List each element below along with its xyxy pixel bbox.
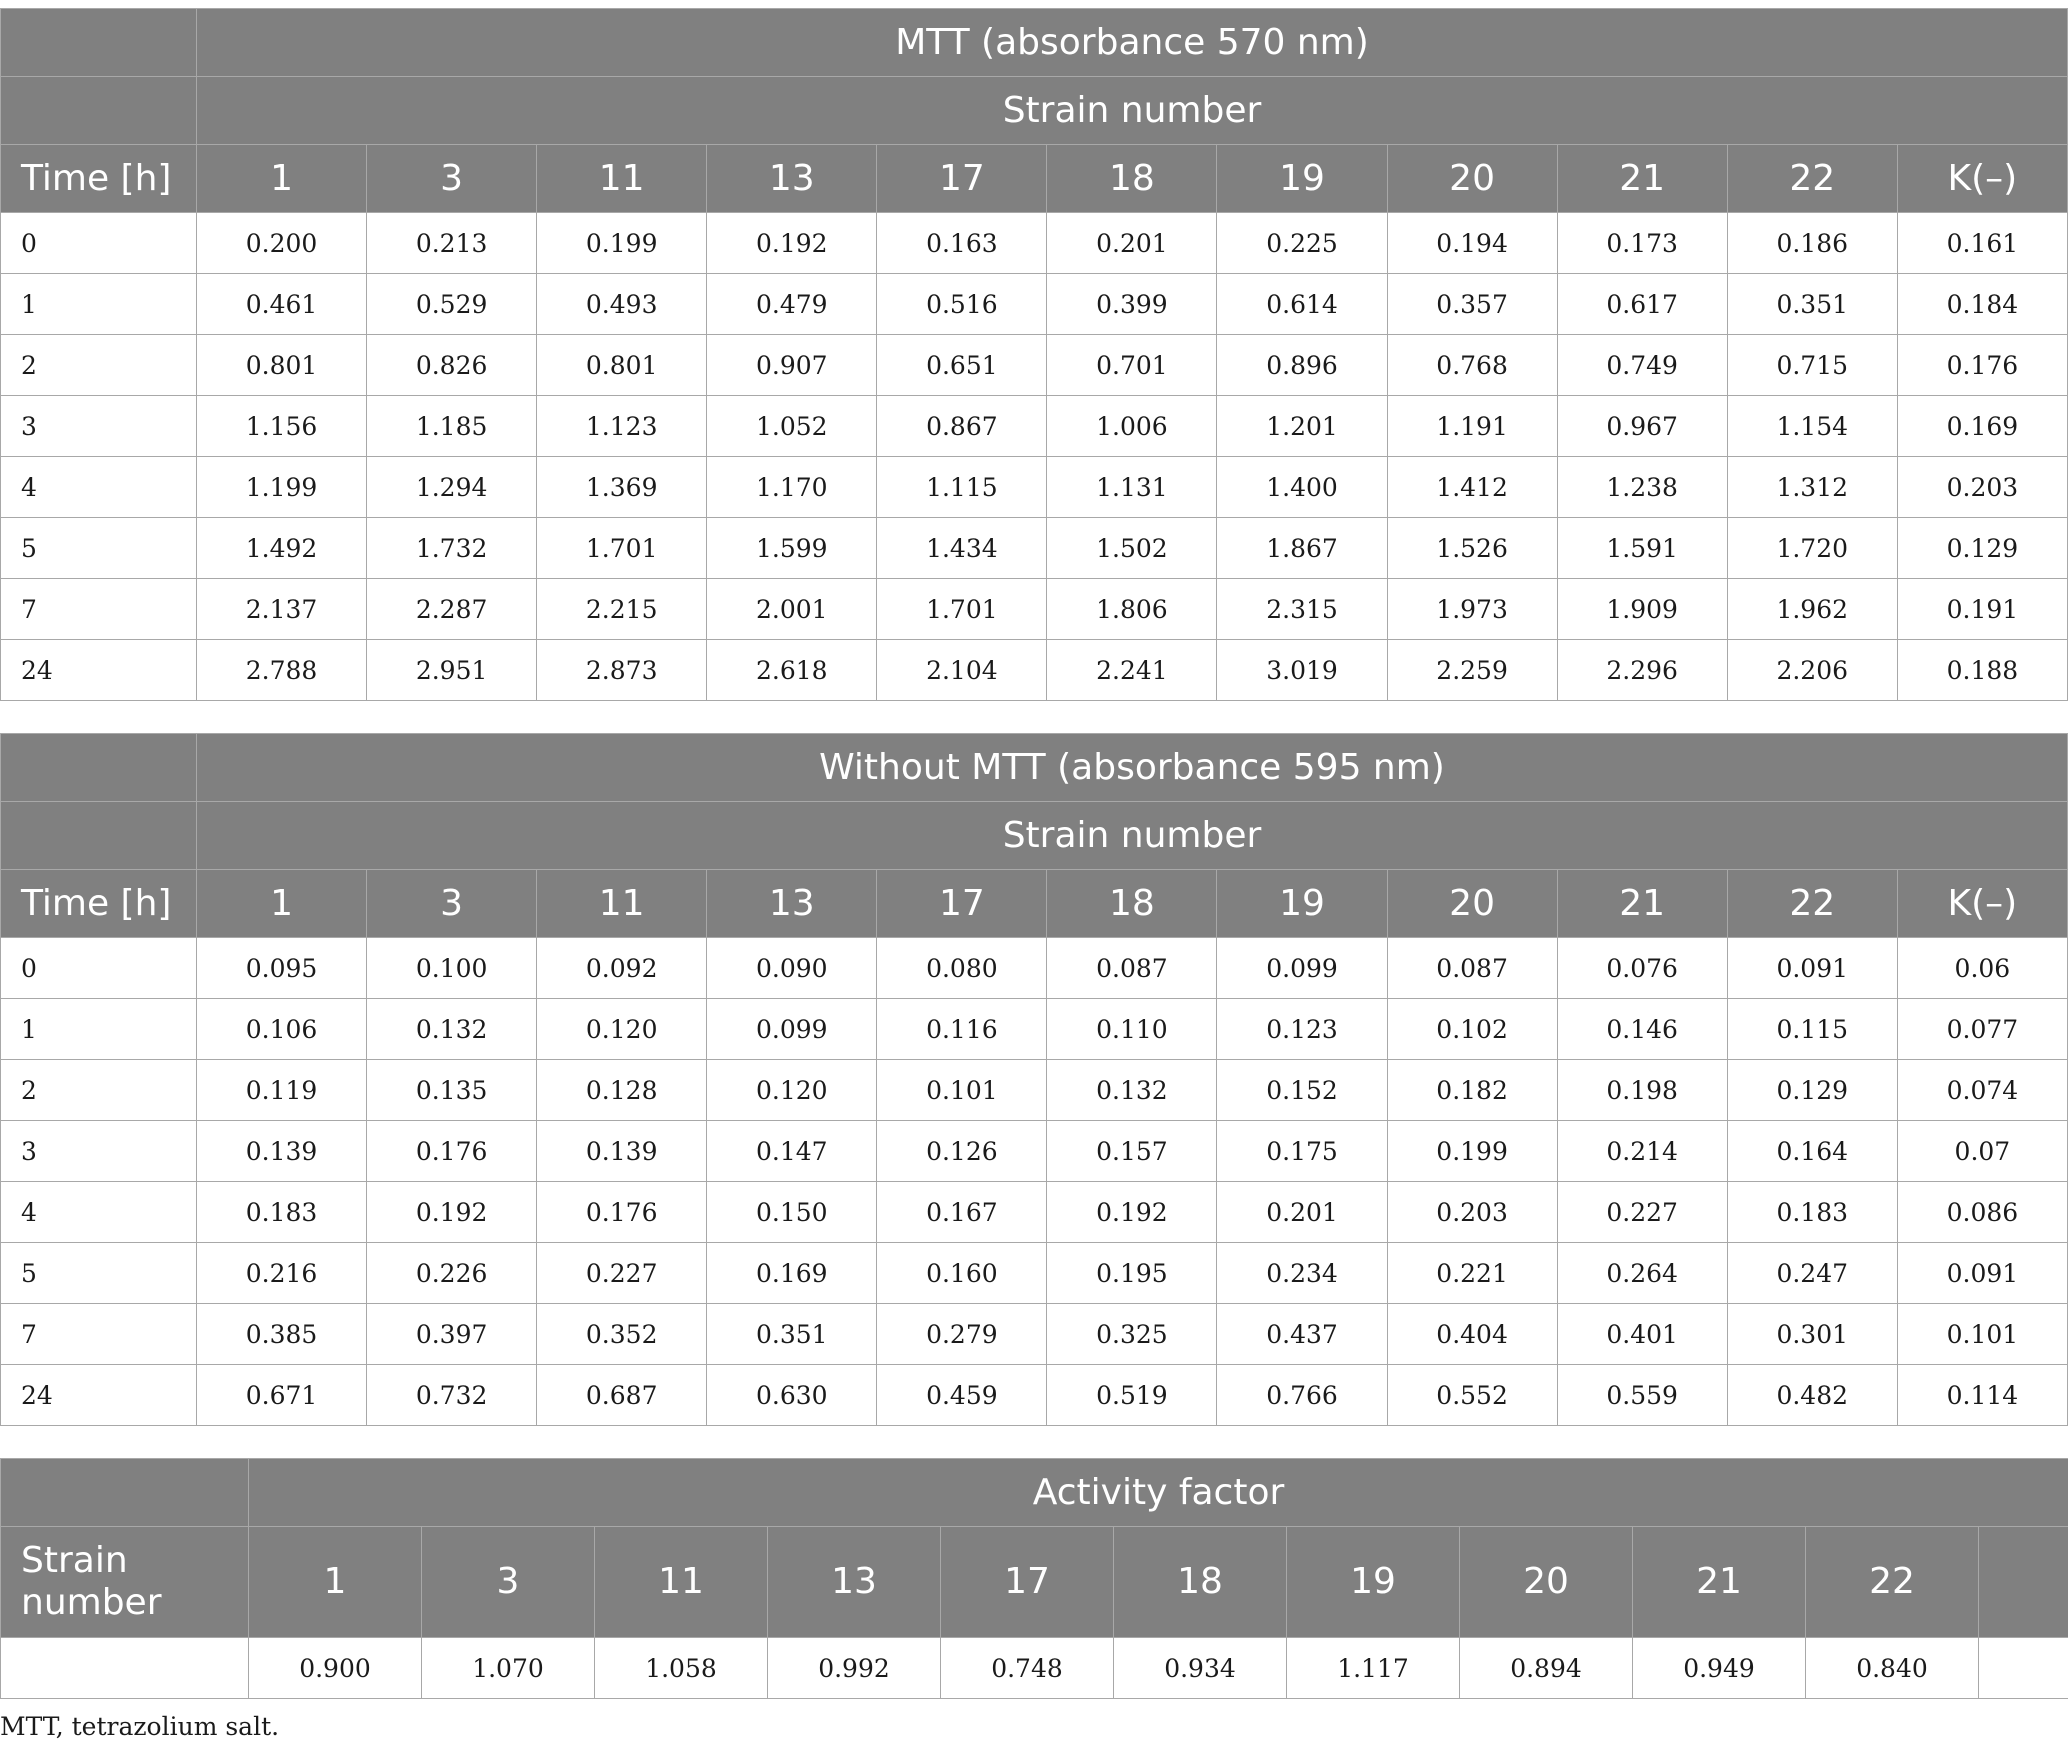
value-cell: 1.867 bbox=[1217, 518, 1387, 579]
value-cell: 0.169 bbox=[1897, 396, 2067, 457]
value-cell: 0.482 bbox=[1727, 1365, 1897, 1426]
time-cell: 4 bbox=[1, 457, 197, 518]
value-cell: 2.788 bbox=[197, 640, 367, 701]
value-cell: 0.399 bbox=[1047, 274, 1217, 335]
value-cell: 1.701 bbox=[537, 518, 707, 579]
value-cell: 1.312 bbox=[1727, 457, 1897, 518]
value-cell: 0.768 bbox=[1387, 335, 1557, 396]
value-cell: 0.183 bbox=[197, 1182, 367, 1243]
value-cell: 0.199 bbox=[1387, 1121, 1557, 1182]
value-cell: 0.120 bbox=[707, 1060, 877, 1121]
value-cell: 0.152 bbox=[1217, 1060, 1387, 1121]
table-body bbox=[1, 938, 2068, 1426]
value-cell: 1.909 bbox=[1557, 579, 1727, 640]
value-cell: 0.182 bbox=[1387, 1060, 1557, 1121]
value-cell: 0.077 bbox=[1897, 999, 2067, 1060]
value-cell: 0.201 bbox=[1047, 213, 1217, 274]
column-header: 17 bbox=[877, 870, 1047, 938]
value-cell: 0.129 bbox=[1897, 518, 2067, 579]
value-cell: 2.951 bbox=[367, 640, 537, 701]
value-cell: 0.352 bbox=[537, 1304, 707, 1365]
value-cell: 0.614 bbox=[1217, 274, 1387, 335]
column-header: 18 bbox=[1114, 1527, 1287, 1638]
table-footnote: MTT, tetrazolium salt. bbox=[0, 1712, 280, 1741]
activity-table bbox=[0, 1458, 2068, 1699]
column-header-row bbox=[1, 1527, 2068, 1638]
value-cell: 1.412 bbox=[1387, 457, 1557, 518]
column-header: 18 bbox=[1047, 870, 1217, 938]
table-row bbox=[1, 1182, 2068, 1243]
value-cell: 0.188 bbox=[1897, 640, 2067, 701]
table-row bbox=[1, 999, 2068, 1060]
column-header: 11 bbox=[537, 145, 707, 213]
value-cell: 1.732 bbox=[367, 518, 537, 579]
table-row bbox=[1, 1638, 2068, 1699]
time-cell: 7 bbox=[1, 1304, 197, 1365]
value-cell: 1.591 bbox=[1557, 518, 1727, 579]
value-cell: 1.006 bbox=[1047, 396, 1217, 457]
value-cell: 0.867 bbox=[877, 396, 1047, 457]
value-cell: 2.001 bbox=[707, 579, 877, 640]
value-cell: 0.687 bbox=[537, 1365, 707, 1426]
value-cell: 0.559 bbox=[1557, 1365, 1727, 1426]
value-cell: 0.163 bbox=[877, 213, 1047, 274]
value-cell: 0.115 bbox=[1727, 999, 1897, 1060]
value-cell: 1.131 bbox=[1047, 457, 1217, 518]
value-cell: 0.630 bbox=[707, 1365, 877, 1426]
value-cell: 0.101 bbox=[1897, 1304, 2067, 1365]
table-row bbox=[1, 457, 2068, 518]
value-cell: 0.090 bbox=[707, 938, 877, 999]
table-row bbox=[1, 1060, 2068, 1121]
value-cell: 1.170 bbox=[707, 457, 877, 518]
value-cell: 1.434 bbox=[877, 518, 1047, 579]
value-cell: 1.294 bbox=[367, 457, 537, 518]
value-cell: 0.227 bbox=[537, 1243, 707, 1304]
empty-header bbox=[1979, 1527, 2068, 1638]
value-cell: 0.247 bbox=[1727, 1243, 1897, 1304]
column-header: 22 bbox=[1806, 1527, 1979, 1638]
table-row bbox=[1, 1304, 2068, 1365]
value-cell: 1.201 bbox=[1217, 396, 1387, 457]
row-header-label: Time [h] bbox=[1, 145, 197, 213]
table-row bbox=[1, 1121, 2068, 1182]
value-cell: 0.074 bbox=[1897, 1060, 2067, 1121]
column-header: 22 bbox=[1727, 870, 1897, 938]
time-cell: 5 bbox=[1, 518, 197, 579]
value-cell: 0.907 bbox=[707, 335, 877, 396]
value-cell: 1.070 bbox=[422, 1638, 595, 1699]
time-cell: 1 bbox=[1, 999, 197, 1060]
value-cell: 1.191 bbox=[1387, 396, 1557, 457]
value-cell: 1.369 bbox=[537, 457, 707, 518]
table-title: MTT (absorbance 570 nm) bbox=[197, 9, 2068, 77]
value-cell: 2.241 bbox=[1047, 640, 1217, 701]
value-cell: 0.080 bbox=[877, 938, 1047, 999]
value-cell: 0.191 bbox=[1897, 579, 2067, 640]
value-cell: 0.116 bbox=[877, 999, 1047, 1060]
value-cell: 1.720 bbox=[1727, 518, 1897, 579]
value-cell: 1.599 bbox=[707, 518, 877, 579]
column-header: K(–) bbox=[1897, 145, 2067, 213]
value-cell: 0.826 bbox=[367, 335, 537, 396]
table-row bbox=[1, 396, 2068, 457]
value-cell: 0.076 bbox=[1557, 938, 1727, 999]
value-cell: 1.199 bbox=[197, 457, 367, 518]
value-cell: 0.192 bbox=[1047, 1182, 1217, 1243]
value-cell: 0.199 bbox=[537, 213, 707, 274]
value-cell: 0.139 bbox=[197, 1121, 367, 1182]
value-cell: 0.732 bbox=[367, 1365, 537, 1426]
time-cell: 24 bbox=[1, 1365, 197, 1426]
time-cell: 1 bbox=[1, 274, 197, 335]
time-cell: 5 bbox=[1, 1243, 197, 1304]
value-cell: 0.135 bbox=[367, 1060, 537, 1121]
column-header: 20 bbox=[1387, 870, 1557, 938]
value-cell: 0.766 bbox=[1217, 1365, 1387, 1426]
column-header: 11 bbox=[537, 870, 707, 938]
value-cell: 0.357 bbox=[1387, 274, 1557, 335]
column-header: 19 bbox=[1217, 870, 1387, 938]
value-cell: 0.167 bbox=[877, 1182, 1047, 1243]
value-cell: 0.100 bbox=[367, 938, 537, 999]
value-cell: 1.701 bbox=[877, 579, 1047, 640]
value-cell: 0.216 bbox=[197, 1243, 367, 1304]
value-cell: 2.259 bbox=[1387, 640, 1557, 701]
column-header: 20 bbox=[1460, 1527, 1633, 1638]
value-cell: 2.873 bbox=[537, 640, 707, 701]
table-row bbox=[1, 518, 2068, 579]
value-cell: 0.06 bbox=[1897, 938, 2067, 999]
value-cell: 0.120 bbox=[537, 999, 707, 1060]
time-cell: 0 bbox=[1, 213, 197, 274]
value-cell: 0.401 bbox=[1557, 1304, 1727, 1365]
column-header-row bbox=[1, 870, 2068, 938]
column-header: 11 bbox=[595, 1527, 768, 1638]
time-cell: 0 bbox=[1, 938, 197, 999]
corner-cell bbox=[1, 9, 197, 77]
value-cell: 1.156 bbox=[197, 396, 367, 457]
value-cell: 0.840 bbox=[1806, 1638, 1979, 1699]
value-cell: 2.215 bbox=[537, 579, 707, 640]
value-cell: 0.234 bbox=[1217, 1243, 1387, 1304]
value-cell: 0.516 bbox=[877, 274, 1047, 335]
corner-cell bbox=[1, 1459, 249, 1527]
value-cell: 0.184 bbox=[1897, 274, 2067, 335]
row-label-cell bbox=[1, 1638, 249, 1699]
value-cell: 0.213 bbox=[367, 213, 537, 274]
value-cell: 0.106 bbox=[197, 999, 367, 1060]
value-cell: 0.896 bbox=[1217, 335, 1387, 396]
value-cell: 0.801 bbox=[537, 335, 707, 396]
value-cell: 0.351 bbox=[1727, 274, 1897, 335]
value-cell: 0.119 bbox=[197, 1060, 367, 1121]
column-header: 3 bbox=[367, 145, 537, 213]
value-cell: 0.221 bbox=[1387, 1243, 1557, 1304]
column-header: 18 bbox=[1047, 145, 1217, 213]
value-cell: 0.226 bbox=[367, 1243, 537, 1304]
table-subtitle: Strain number bbox=[197, 77, 2068, 145]
column-header: 1 bbox=[197, 145, 367, 213]
value-cell: 1.058 bbox=[595, 1638, 768, 1699]
value-cell: 0.203 bbox=[1387, 1182, 1557, 1243]
value-cell: 0.479 bbox=[707, 274, 877, 335]
value-cell: 0.279 bbox=[877, 1304, 1047, 1365]
value-cell: 0.461 bbox=[197, 274, 367, 335]
mtt-table bbox=[0, 8, 2068, 701]
value-cell: 2.296 bbox=[1557, 640, 1727, 701]
value-cell: 0.397 bbox=[367, 1304, 537, 1365]
value-cell: 0.176 bbox=[367, 1121, 537, 1182]
value-cell: 0.748 bbox=[941, 1638, 1114, 1699]
value-cell: 0.095 bbox=[197, 938, 367, 999]
value-cell: 2.287 bbox=[367, 579, 537, 640]
value-cell: 0.101 bbox=[877, 1060, 1047, 1121]
row-header-label: Time [h] bbox=[1, 870, 197, 938]
value-cell: 1.117 bbox=[1287, 1638, 1460, 1699]
value-cell: 3.019 bbox=[1217, 640, 1387, 701]
column-header: 19 bbox=[1287, 1527, 1460, 1638]
value-cell: 0.894 bbox=[1460, 1638, 1633, 1699]
column-header: 19 bbox=[1217, 145, 1387, 213]
value-cell: 2.137 bbox=[197, 579, 367, 640]
value-cell: 0.092 bbox=[537, 938, 707, 999]
value-cell: 1.492 bbox=[197, 518, 367, 579]
value-cell: 1.526 bbox=[1387, 518, 1557, 579]
value-cell: 0.301 bbox=[1727, 1304, 1897, 1365]
value-cell: 0.175 bbox=[1217, 1121, 1387, 1182]
value-cell: 0.147 bbox=[707, 1121, 877, 1182]
table-row bbox=[1, 938, 2068, 999]
value-cell: 0.129 bbox=[1727, 1060, 1897, 1121]
value-cell: 0.086 bbox=[1897, 1182, 2067, 1243]
table-row bbox=[1, 213, 2068, 274]
value-cell: 0.157 bbox=[1047, 1121, 1217, 1182]
value-cell: 0.132 bbox=[367, 999, 537, 1060]
value-cell: 0.139 bbox=[537, 1121, 707, 1182]
value-cell: 0.123 bbox=[1217, 999, 1387, 1060]
value-cell: 0.617 bbox=[1557, 274, 1727, 335]
time-cell: 3 bbox=[1, 396, 197, 457]
value-cell: 0.227 bbox=[1557, 1182, 1727, 1243]
value-cell: 1.502 bbox=[1047, 518, 1217, 579]
value-cell: 2.618 bbox=[707, 640, 877, 701]
time-cell: 2 bbox=[1, 335, 197, 396]
value-cell: 1.238 bbox=[1557, 457, 1727, 518]
value-cell: 0.087 bbox=[1047, 938, 1217, 999]
column-header: 22 bbox=[1727, 145, 1897, 213]
time-cell: 3 bbox=[1, 1121, 197, 1182]
row-header-label: Strain number bbox=[1, 1527, 249, 1638]
value-cell: 0.192 bbox=[707, 213, 877, 274]
column-header: 17 bbox=[941, 1527, 1114, 1638]
value-cell: 0.225 bbox=[1217, 213, 1387, 274]
table-row bbox=[1, 335, 2068, 396]
value-cell: 0.07 bbox=[1897, 1121, 2067, 1182]
value-cell: 0.552 bbox=[1387, 1365, 1557, 1426]
value-cell: 0.091 bbox=[1897, 1243, 2067, 1304]
value-cell: 1.962 bbox=[1727, 579, 1897, 640]
column-header: 1 bbox=[197, 870, 367, 938]
table-body bbox=[1, 213, 2068, 701]
table-title: Activity factor bbox=[249, 1459, 2068, 1527]
value-cell: 1.123 bbox=[537, 396, 707, 457]
column-header: 13 bbox=[707, 870, 877, 938]
value-cell: 0.459 bbox=[877, 1365, 1047, 1426]
value-cell: 0.900 bbox=[249, 1638, 422, 1699]
value-cell: 0.801 bbox=[197, 335, 367, 396]
value-cell: 0.198 bbox=[1557, 1060, 1727, 1121]
value-cell: 1.154 bbox=[1727, 396, 1897, 457]
value-cell: 0.169 bbox=[707, 1243, 877, 1304]
value-cell: 0.671 bbox=[197, 1365, 367, 1426]
table-title: Without MTT (absorbance 595 nm) bbox=[197, 734, 2068, 802]
value-cell: 0.404 bbox=[1387, 1304, 1557, 1365]
value-cell: 0.161 bbox=[1897, 213, 2067, 274]
column-header: 21 bbox=[1557, 870, 1727, 938]
value-cell: 0.176 bbox=[537, 1182, 707, 1243]
table-subtitle: Strain number bbox=[197, 802, 2068, 870]
column-header: 17 bbox=[877, 145, 1047, 213]
value-cell: 0.132 bbox=[1047, 1060, 1217, 1121]
column-header-row bbox=[1, 145, 2068, 213]
value-cell: 1.185 bbox=[367, 396, 537, 457]
value-cell: 0.992 bbox=[768, 1638, 941, 1699]
column-header: 20 bbox=[1387, 145, 1557, 213]
value-cell: 0.203 bbox=[1897, 457, 2067, 518]
corner-cell bbox=[1, 77, 197, 145]
value-cell: 0.102 bbox=[1387, 999, 1557, 1060]
value-cell: 0.087 bbox=[1387, 938, 1557, 999]
column-header: 13 bbox=[707, 145, 877, 213]
time-cell: 4 bbox=[1, 1182, 197, 1243]
value-cell: 2.104 bbox=[877, 640, 1047, 701]
value-cell: 0.110 bbox=[1047, 999, 1217, 1060]
value-cell: 0.437 bbox=[1217, 1304, 1387, 1365]
value-cell: 0.160 bbox=[877, 1243, 1047, 1304]
value-cell: 0.194 bbox=[1387, 213, 1557, 274]
value-cell: 0.385 bbox=[197, 1304, 367, 1365]
value-cell: 0.164 bbox=[1727, 1121, 1897, 1182]
value-cell: 2.206 bbox=[1727, 640, 1897, 701]
value-cell: 0.949 bbox=[1633, 1638, 1806, 1699]
value-cell: 0.493 bbox=[537, 274, 707, 335]
value-cell: 1.973 bbox=[1387, 579, 1557, 640]
value-cell: 0.183 bbox=[1727, 1182, 1897, 1243]
value-cell: 0.651 bbox=[877, 335, 1047, 396]
table-row bbox=[1, 1365, 2068, 1426]
value-cell: 0.519 bbox=[1047, 1365, 1217, 1426]
corner-cell bbox=[1, 802, 197, 870]
value-cell: 0.351 bbox=[707, 1304, 877, 1365]
value-cell: 0.173 bbox=[1557, 213, 1727, 274]
time-cell: 7 bbox=[1, 579, 197, 640]
value-cell: 1.806 bbox=[1047, 579, 1217, 640]
value-cell: 2.315 bbox=[1217, 579, 1387, 640]
value-cell: 0.749 bbox=[1557, 335, 1727, 396]
value-cell: 0.186 bbox=[1727, 213, 1897, 274]
value-cell: 0.934 bbox=[1114, 1638, 1287, 1699]
column-header: 1 bbox=[249, 1527, 422, 1638]
value-cell: 0.325 bbox=[1047, 1304, 1217, 1365]
column-header: 3 bbox=[422, 1527, 595, 1638]
column-header: K(–) bbox=[1897, 870, 2067, 938]
table-row bbox=[1, 640, 2068, 701]
value-cell: 0.200 bbox=[197, 213, 367, 274]
value-cell: 0.529 bbox=[367, 274, 537, 335]
value-cell: 1.052 bbox=[707, 396, 877, 457]
empty-cell bbox=[1979, 1638, 2068, 1699]
value-cell: 0.114 bbox=[1897, 1365, 2067, 1426]
value-cell: 0.967 bbox=[1557, 396, 1727, 457]
value-cell: 0.091 bbox=[1727, 938, 1897, 999]
value-cell: 0.099 bbox=[1217, 938, 1387, 999]
value-cell: 0.264 bbox=[1557, 1243, 1727, 1304]
value-cell: 0.150 bbox=[707, 1182, 877, 1243]
value-cell: 0.176 bbox=[1897, 335, 2067, 396]
value-cell: 0.146 bbox=[1557, 999, 1727, 1060]
value-cell: 0.195 bbox=[1047, 1243, 1217, 1304]
value-cell: 0.126 bbox=[877, 1121, 1047, 1182]
value-cell: 0.701 bbox=[1047, 335, 1217, 396]
column-header: 21 bbox=[1633, 1527, 1806, 1638]
corner-cell bbox=[1, 734, 197, 802]
time-cell: 2 bbox=[1, 1060, 197, 1121]
column-header: 21 bbox=[1557, 145, 1727, 213]
column-header: 3 bbox=[367, 870, 537, 938]
value-cell: 1.400 bbox=[1217, 457, 1387, 518]
value-cell: 0.214 bbox=[1557, 1121, 1727, 1182]
value-cell: 0.201 bbox=[1217, 1182, 1387, 1243]
time-cell: 24 bbox=[1, 640, 197, 701]
column-header: 13 bbox=[768, 1527, 941, 1638]
without-mtt-table bbox=[0, 733, 2068, 1426]
value-cell: 0.192 bbox=[367, 1182, 537, 1243]
value-cell: 0.099 bbox=[707, 999, 877, 1060]
table-row bbox=[1, 274, 2068, 335]
table-row bbox=[1, 579, 2068, 640]
table-row bbox=[1, 1243, 2068, 1304]
value-cell: 1.115 bbox=[877, 457, 1047, 518]
value-cell: 0.715 bbox=[1727, 335, 1897, 396]
value-cell: 0.128 bbox=[537, 1060, 707, 1121]
